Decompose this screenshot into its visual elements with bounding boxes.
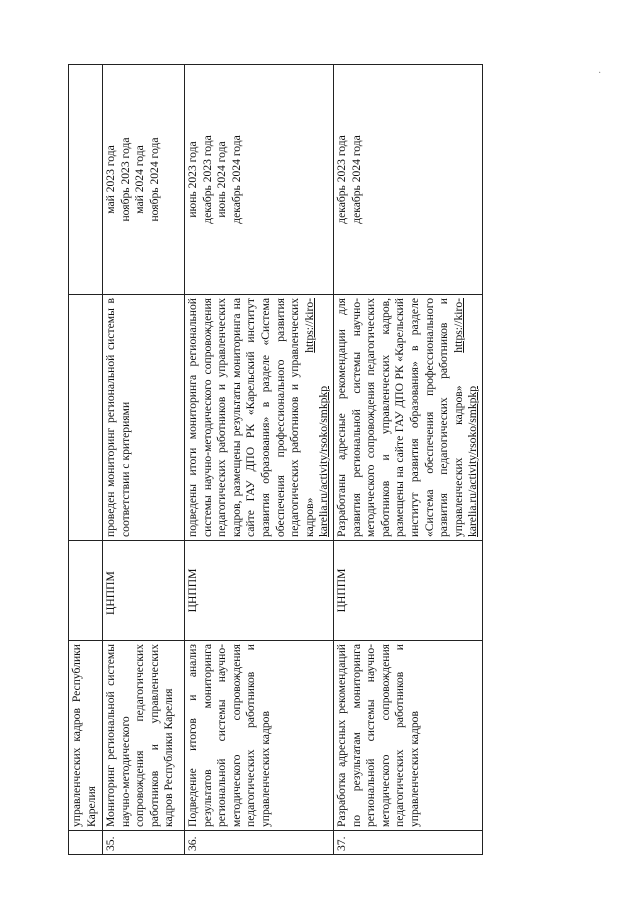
name-cell bbox=[69, 641, 103, 831]
date-line: июнь 2024 года bbox=[215, 141, 229, 218]
executor: ЦНППМ bbox=[104, 571, 117, 615]
date-line: декабрь 2024 года bbox=[349, 135, 363, 224]
margin-mark: · bbox=[598, 68, 602, 79]
event-name: Мониторинг региональной системы научно-методического сопровождения педагогических работников и управленческих кадров Республики Карелия bbox=[103, 641, 185, 831]
table-row bbox=[333, 65, 482, 855]
date-line: ноябрь 2024 года bbox=[147, 137, 161, 222]
date-cell bbox=[185, 65, 334, 295]
executor-cell bbox=[185, 541, 334, 641]
num-cell bbox=[69, 831, 103, 855]
result-link[interactable]: https://kiro-karelia.ru/activity/rsoko/smkpkp bbox=[451, 298, 480, 537]
executor-cell bbox=[333, 541, 482, 641]
result-cell bbox=[69, 295, 103, 541]
result-text: Разработаны адресные рекомендации для развития региональной системы научно-методического сопровождения педагогических работников и управленческих кадров, размещены на сайте ГАУ ДПО РК «Карельский институт развития образования» в разделе «Система обеспечения профессионального развития педагогических работников и управленческих кадров» bbox=[334, 298, 465, 537]
executor: ЦНППМ bbox=[186, 568, 199, 613]
event-name: Подведение итогов и анализ результатов мониторинга региональной системы научно-методического сопровождения педагогических работников и управленческих кадров bbox=[185, 641, 334, 831]
result-link[interactable]: https://kiro-karelia.ru/activity/rsoko/smkpkp bbox=[302, 298, 331, 537]
rotated-table-container bbox=[68, 65, 480, 855]
date-line: декабрь 2024 года bbox=[229, 135, 243, 224]
result-cell bbox=[185, 295, 334, 541]
date-line: июнь 2023 года bbox=[186, 141, 199, 218]
date-line: ноябрь 2023 года bbox=[118, 137, 132, 222]
date-line: май 2024 года bbox=[133, 145, 147, 214]
executor: ЦНППМ bbox=[334, 568, 348, 613]
date-cell bbox=[69, 65, 103, 295]
date-cell bbox=[103, 65, 185, 295]
table-row-continuation bbox=[69, 65, 103, 855]
event-name: управленческих кадров Республики Карелия bbox=[70, 644, 98, 827]
plan-table bbox=[68, 64, 483, 855]
row-number: 36. bbox=[185, 831, 334, 855]
table-row bbox=[185, 65, 334, 855]
event-name: Разработка адресных рекомендаций по результатам мониторинга региональной системы научно-методического сопровождения педагогических работников и управленческих кадров bbox=[333, 641, 482, 831]
result-cell bbox=[103, 295, 185, 541]
date-line: май 2023 года bbox=[104, 145, 117, 214]
date-line: декабрь 2023 года bbox=[200, 135, 214, 224]
executor-cell bbox=[103, 541, 185, 641]
result-cell bbox=[333, 295, 482, 541]
date-line: декабрь 2023 года bbox=[334, 135, 348, 224]
date-cell bbox=[333, 65, 482, 295]
executor-cell bbox=[69, 541, 103, 641]
row-number: 37. bbox=[333, 831, 482, 855]
table-row bbox=[103, 65, 185, 855]
row-number: 35. bbox=[103, 831, 185, 855]
result-text: подведены итоги мониторинга региональной системы научно-методического сопровождения педагогических работников и управленческих кадров, размещены результаты мониторинга на сайте ГАУ ДПО РК «Карельский институт развития образования» в разделе «Система обеспечения профессионального развития педагогических работников и управленческих кадров» bbox=[186, 298, 316, 537]
result-text: проведен мониторинг региональной системы в соответствии с критериями bbox=[104, 298, 132, 537]
